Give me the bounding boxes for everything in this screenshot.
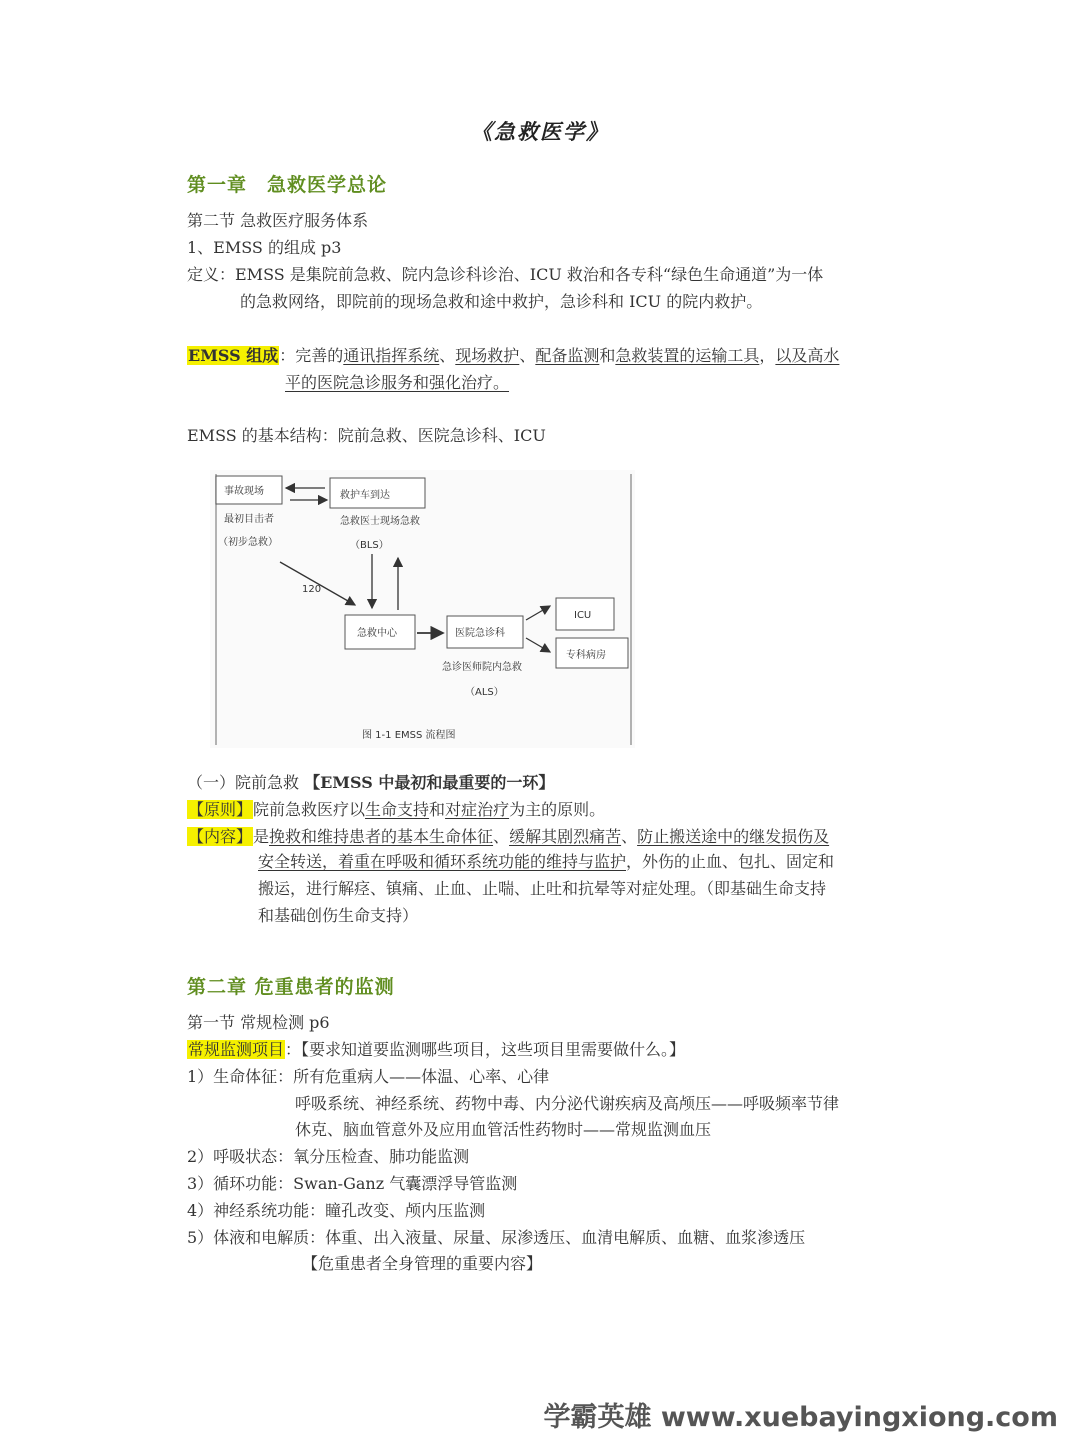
monitor-item-5-note: 【危重患者全身管理的重要内容】 [302,1254,543,1273]
label-120: 120 [302,584,322,595]
label-scene: 事故现场 [224,486,264,497]
label-emt: 急救医士现场急救 [340,516,420,527]
content-line-1: 【内容】是挽救和维持患者的基本生命体征、缓解其剧烈痛苦、防止搬送途中的继发损伤及 [188,827,830,846]
label-center: 急救中心 [357,628,397,639]
emss-flowchart [210,470,635,748]
diagram-caption: 图 1-1 EMSS 流程图 [362,730,456,741]
definition-line-1: 定义：EMSS 是集院前急救、院内急诊科诊治、ICU 救治和各专科“绿色生命通道”为一体 [187,265,824,284]
principle-tag: 【原则】 [188,800,253,819]
footer-watermark[interactable]: 学霸英雄 www.xuebayingxiong.com [543,1402,1058,1433]
monitor-item-2: 2）呼吸状态：氧分压检查、肺功能监测 [187,1147,470,1166]
item-emss-composition: 1、EMSS 的组成 p3 [187,238,342,257]
label-er-doctor: 急诊医师院内急救 [442,662,522,673]
content-line-3: 搬运，进行解痉、镇痛、止血、止喘、止吐和抗晕等对症处理。（即基础生命支持 [258,879,827,898]
principle-line: 【原则】院前急救医疗以生命支持和对症治疗为主的原则。 [188,800,606,819]
monitor-item-5: 5）体液和电解质：体重、出入液量、尿量、尿渗透压、血清电解质、血糖、血浆渗透压 [187,1228,806,1247]
monitor-item-1b: 呼吸系统、神经系统、药物中毒、内分泌代谢疾病及高颅压——呼吸频率节律 [295,1094,840,1113]
chapter-1-heading: 第一章 急救医学总论 [187,174,388,196]
emss-composition-line-1: EMSS 组成：完善的通讯指挥系统、现场救护、配备监测和急救装置的运输工具，以及高水 [188,346,840,365]
content-tag: 【内容】 [188,827,253,846]
routine-label: 常规监测项目 [188,1040,285,1059]
label-icu: ICU [574,610,592,621]
label-first-aid-person: 最初目击者 [224,514,274,525]
label-als: （ALS） [465,687,504,698]
label-bls: （BLS） [350,540,389,551]
routine-section-title: 第一节 常规检测 p6 [187,1013,330,1032]
label-ambulance: 救护车到达 [340,490,390,501]
monitor-item-1c: 休克、脑血管意外及应用血管活性药物时——常规监测血压 [295,1120,712,1139]
content-line-2: 安全转送，着重在呼吸和循环系统功能的维持与监护，外伤的止血、包扎、固定和 [258,852,835,871]
document-title: 《急救医学》 [471,119,609,144]
label-er: 医院急诊科 [455,628,505,639]
definition-line-2: 的急救网络，即院前的现场急救和途中救护，急诊科和 ICU 的院内救护。 [240,292,763,311]
pre-hospital-note: 【EMSS 中最初和最重要的一环】 [304,773,555,792]
emss-composition-line-2: 平的医院急诊服务和强化治疗。 [285,373,510,392]
content-line-4: 和基础创伤生命支持） [258,906,419,925]
label-ward: 专科病房 [566,650,606,661]
monitor-item-1: 1）生命体征：所有危重病人——体温、心率、心律 [187,1067,550,1086]
monitor-item-4: 4）神经系统功能：瞳孔改变、颅内压监测 [187,1201,486,1220]
chapter-2-heading: 第二章 危重患者的监测 [187,976,395,998]
pre-hospital-title: （一）院前急救 【EMSS 中最初和最重要的一环】 [187,773,555,792]
monitor-item-3: 3）循环功能：Swan-Ganz 气囊漂浮导管监测 [187,1174,518,1193]
emss-composition-label: EMSS 组成 [188,346,279,365]
routine-items-line: 常规监测项目：【要求知道要监测哪些项目，这些项目里需要做什么。】 [188,1040,686,1059]
label-first-aid: （初步急救） [218,537,278,548]
section-title: 第二节 急救医疗服务体系 [187,211,369,230]
emss-basic-structure: EMSS 的基本结构：院前急救、医院急诊科、ICU [187,426,546,445]
